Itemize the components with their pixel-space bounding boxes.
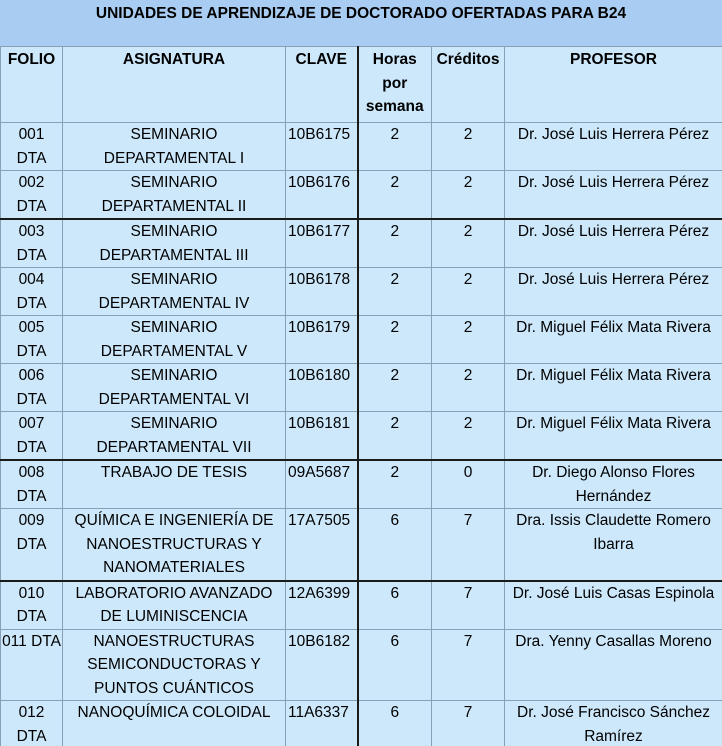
cell-creditos: 7 — [432, 509, 505, 581]
cell-profesor: Dr. José Luis Herrera Pérez — [505, 268, 722, 316]
cell-horas: 2 — [358, 171, 432, 220]
cell-folio: 008 DTA — [1, 460, 63, 509]
cell-clave: 09A5687 — [286, 460, 358, 509]
cell-profesor: Dr. Diego Alonso Flores Hernández — [505, 460, 722, 509]
cell-asignatura: SEMINARIO DEPARTAMENTAL VI — [63, 364, 286, 412]
cell-horas: 2 — [358, 123, 432, 171]
cell-asignatura: NANOQUÍMICA COLOIDAL — [63, 701, 286, 746]
table-row — [1, 412, 722, 461]
cell-asignatura: TRABAJO DE TESIS — [63, 460, 286, 509]
cell-folio: 012 DTA — [1, 701, 63, 746]
cell-asignatura: SEMINARIO DEPARTAMENTAL I — [63, 123, 286, 171]
table-row — [1, 460, 722, 509]
cell-folio: 005 DTA — [1, 316, 63, 364]
cell-clave: 10B6179 — [286, 316, 358, 364]
table-row — [1, 701, 722, 746]
cell-creditos: 2 — [432, 364, 505, 412]
cell-clave: 12A6399 — [286, 581, 358, 630]
cell-asignatura: SEMINARIO DEPARTAMENTAL VII — [63, 412, 286, 461]
cell-creditos: 7 — [432, 629, 505, 701]
cell-horas: 2 — [358, 460, 432, 509]
table-row — [1, 219, 722, 268]
cell-folio: 006 DTA — [1, 364, 63, 412]
table-row — [1, 268, 722, 316]
cell-profesor: Dr. José Luis Herrera Pérez — [505, 219, 722, 268]
cell-horas: 2 — [358, 316, 432, 364]
cell-horas: 6 — [358, 629, 432, 701]
cell-creditos: 7 — [432, 701, 505, 746]
cell-creditos: 2 — [432, 268, 505, 316]
cell-horas: 2 — [358, 219, 432, 268]
cell-clave: 11A6337 — [286, 701, 358, 746]
cell-profesor: Dr. José Francisco Sánchez Ramírez — [505, 701, 722, 746]
header-horas: Horas por semana — [358, 47, 432, 123]
cell-asignatura: SEMINARIO DEPARTAMENTAL V — [63, 316, 286, 364]
cell-horas: 6 — [358, 701, 432, 746]
cell-horas: 2 — [358, 412, 432, 461]
cell-folio: 004 DTA — [1, 268, 63, 316]
cell-creditos: 2 — [432, 316, 505, 364]
cell-clave: 10B6182 — [286, 629, 358, 701]
cell-clave: 10B6181 — [286, 412, 358, 461]
cell-clave: 17A7505 — [286, 509, 358, 581]
cell-horas: 6 — [358, 509, 432, 581]
table-row — [1, 171, 722, 220]
table-row — [1, 316, 722, 364]
header-asignatura: ASIGNATURA — [63, 47, 286, 123]
cell-asignatura: SEMINARIO DEPARTAMENTAL IV — [63, 268, 286, 316]
cell-folio: 009 DTA — [1, 509, 63, 581]
cell-profesor: Dra. Issis Claudette Romero Ibarra — [505, 509, 722, 581]
table-row — [1, 364, 722, 412]
cell-clave: 10B6177 — [286, 219, 358, 268]
cell-creditos: 7 — [432, 581, 505, 630]
cell-clave: 10B6176 — [286, 171, 358, 220]
cell-creditos: 2 — [432, 412, 505, 461]
header-creditos: Créditos — [432, 47, 505, 123]
cell-asignatura: SEMINARIO DEPARTAMENTAL II — [63, 171, 286, 220]
header-row — [1, 47, 722, 123]
cell-asignatura: QUÍMICA E INGENIERÍA DE NANOESTRUCTURAS Y NANOMATERIALES — [63, 509, 286, 581]
cell-clave: 10B6175 — [286, 123, 358, 171]
cell-profesor: Dr. Miguel Félix Mata Rivera — [505, 316, 722, 364]
cell-profesor: Dr. Miguel Félix Mata Rivera — [505, 412, 722, 461]
header-profesor: PROFESOR — [505, 47, 722, 123]
courses-table — [0, 46, 722, 746]
cell-creditos: 0 — [432, 460, 505, 509]
cell-asignatura: LABORATORIO AVANZADO DE LUMINISCENCIA — [63, 581, 286, 630]
cell-clave: 10B6178 — [286, 268, 358, 316]
cell-asignatura: NANOESTRUCTURAS SEMICONDUCTORAS Y PUNTOS CUÁNTICOS — [63, 629, 286, 701]
cell-folio: 002 DTA — [1, 171, 63, 220]
table-row — [1, 509, 722, 581]
header-folio: FOLIO — [1, 47, 63, 123]
cell-profesor: Dr. José Luis Casas Espinola — [505, 581, 722, 630]
cell-profesor: Dr. José Luis Herrera Pérez — [505, 123, 722, 171]
cell-folio: 003 DTA — [1, 219, 63, 268]
cell-clave: 10B6180 — [286, 364, 358, 412]
cell-folio: 007 DTA — [1, 412, 63, 461]
cell-profesor: Dr. Miguel Félix Mata Rivera — [505, 364, 722, 412]
cell-asignatura: SEMINARIO DEPARTAMENTAL III — [63, 219, 286, 268]
cell-folio: 011 DTA — [1, 629, 63, 701]
cell-creditos: 2 — [432, 219, 505, 268]
cell-horas: 6 — [358, 581, 432, 630]
cell-profesor: Dr. José Luis Herrera Pérez — [505, 171, 722, 220]
cell-creditos: 2 — [432, 171, 505, 220]
table-row — [1, 629, 722, 701]
cell-creditos: 2 — [432, 123, 505, 171]
cell-horas: 2 — [358, 364, 432, 412]
header-clave: CLAVE — [286, 47, 358, 123]
cell-horas: 2 — [358, 268, 432, 316]
cell-folio: 010 DTA — [1, 581, 63, 630]
cell-profesor: Dra. Yenny Casallas Moreno — [505, 629, 722, 701]
table-row — [1, 123, 722, 171]
table-title: UNIDADES DE APRENDIZAJE DE DOCTORADO OFERTADAS PARA B24 — [0, 0, 722, 46]
cell-folio: 001 DTA — [1, 123, 63, 171]
table-row — [1, 581, 722, 630]
